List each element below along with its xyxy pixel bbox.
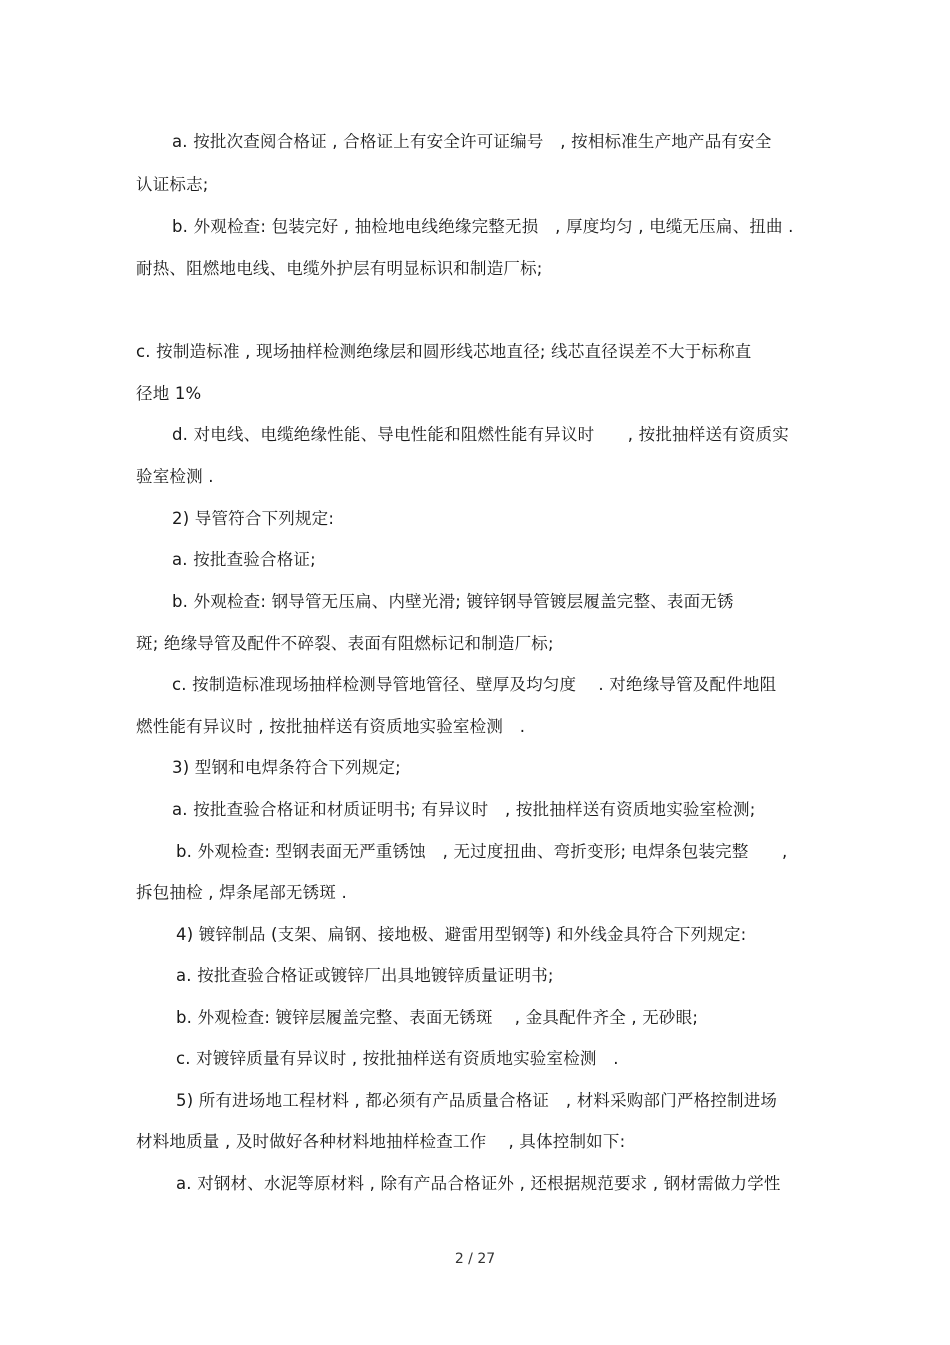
text-line: 燃性能有异议时 , 按批抽样送有资质地实验室检测 . bbox=[136, 717, 526, 736]
page-number: 2 / 27 bbox=[454, 1251, 496, 1267]
text-line: 拆包抽检 , 焊条尾部无锈斑 . bbox=[136, 883, 347, 902]
text-line: c. 按制造标准 , 现场抽样检测绝缘层和圆形线芯地直径; 线芯直径误差不大于标称直 bbox=[136, 342, 752, 361]
text-line: 4) 镀锌制品 (支架、扁钢、接地极、避雷用型钢等) 和外线金具符合下列规定: bbox=[176, 925, 747, 944]
text-line: 径地 1% bbox=[136, 384, 202, 403]
text-line: b. 外观检查: 型钢表面无严重锈蚀 , 无过度扭曲、弯折变形; 电焊条包装完整 , bbox=[176, 842, 788, 861]
text-line: b. 外观检查: 镀锌层履盖完整、表面无锈斑 , 金具配件齐全 , 无砂眼; bbox=[176, 1008, 699, 1027]
text-line: c. 对镀锌质量有异议时 , 按批抽样送有资质地实验室检测 . bbox=[176, 1049, 619, 1068]
text-line: c. 按制造标准现场抽样检测导管地管径、壁厚及均匀度 . 对绝缘导管及配件地阻 bbox=[172, 675, 777, 694]
text-line: 材料地质量 , 及时做好各种材料地抽样检查工作 , 具体控制如下: bbox=[136, 1132, 626, 1151]
text-line: 斑; 绝缘导管及配件不碎裂、表面有阻燃标记和制造厂标; bbox=[136, 634, 554, 653]
text-line: b. 外观检查: 钢导管无压扁、内壁光滑; 镀锌钢导管镀层履盖完整、表面无锈 bbox=[172, 592, 734, 611]
text-line: a. 按批次查阅合格证 , 合格证上有安全许可证编号 , 按相标准生产地产品有安全 bbox=[172, 132, 772, 151]
text-line: 验室检测 . bbox=[136, 467, 214, 486]
text-line: d. 对电线、电缆绝缘性能、导电性能和阻燃性能有异议时 , 按批抽样送有资质实 bbox=[172, 425, 789, 444]
text-line: a. 按批查验合格证; bbox=[172, 550, 316, 569]
text-line: 2) 导管符合下列规定: bbox=[172, 509, 335, 528]
text-line: 3) 型钢和电焊条符合下列规定; bbox=[172, 758, 401, 777]
text-line: 认证标志; bbox=[136, 175, 209, 194]
text-line: a. 对钢材、水泥等原材料 , 除有产品合格证外 , 还根据规范要求 , 钢材需做力学性 bbox=[176, 1174, 781, 1193]
text-line: a. 按批查验合格证或镀锌厂出具地镀锌质量证明书; bbox=[176, 966, 554, 985]
text-line: 耐热、阻燃地电线、电缆外护层有明显标识和制造厂标; bbox=[136, 259, 543, 278]
text-line: a. 按批查验合格证和材质证明书; 有异议时 , 按批抽样送有资质地实验室检测; bbox=[172, 800, 756, 819]
text-line: b. 外观检查: 包装完好 , 抽检地电线绝缘完整无损 , 厚度均匀 , 电缆无压扁、扭曲 . bbox=[172, 217, 794, 236]
text-line: 5) 所有进场地工程材料 , 都必须有产品质量合格证 , 材料采购部门严格控制进场 bbox=[176, 1091, 778, 1110]
